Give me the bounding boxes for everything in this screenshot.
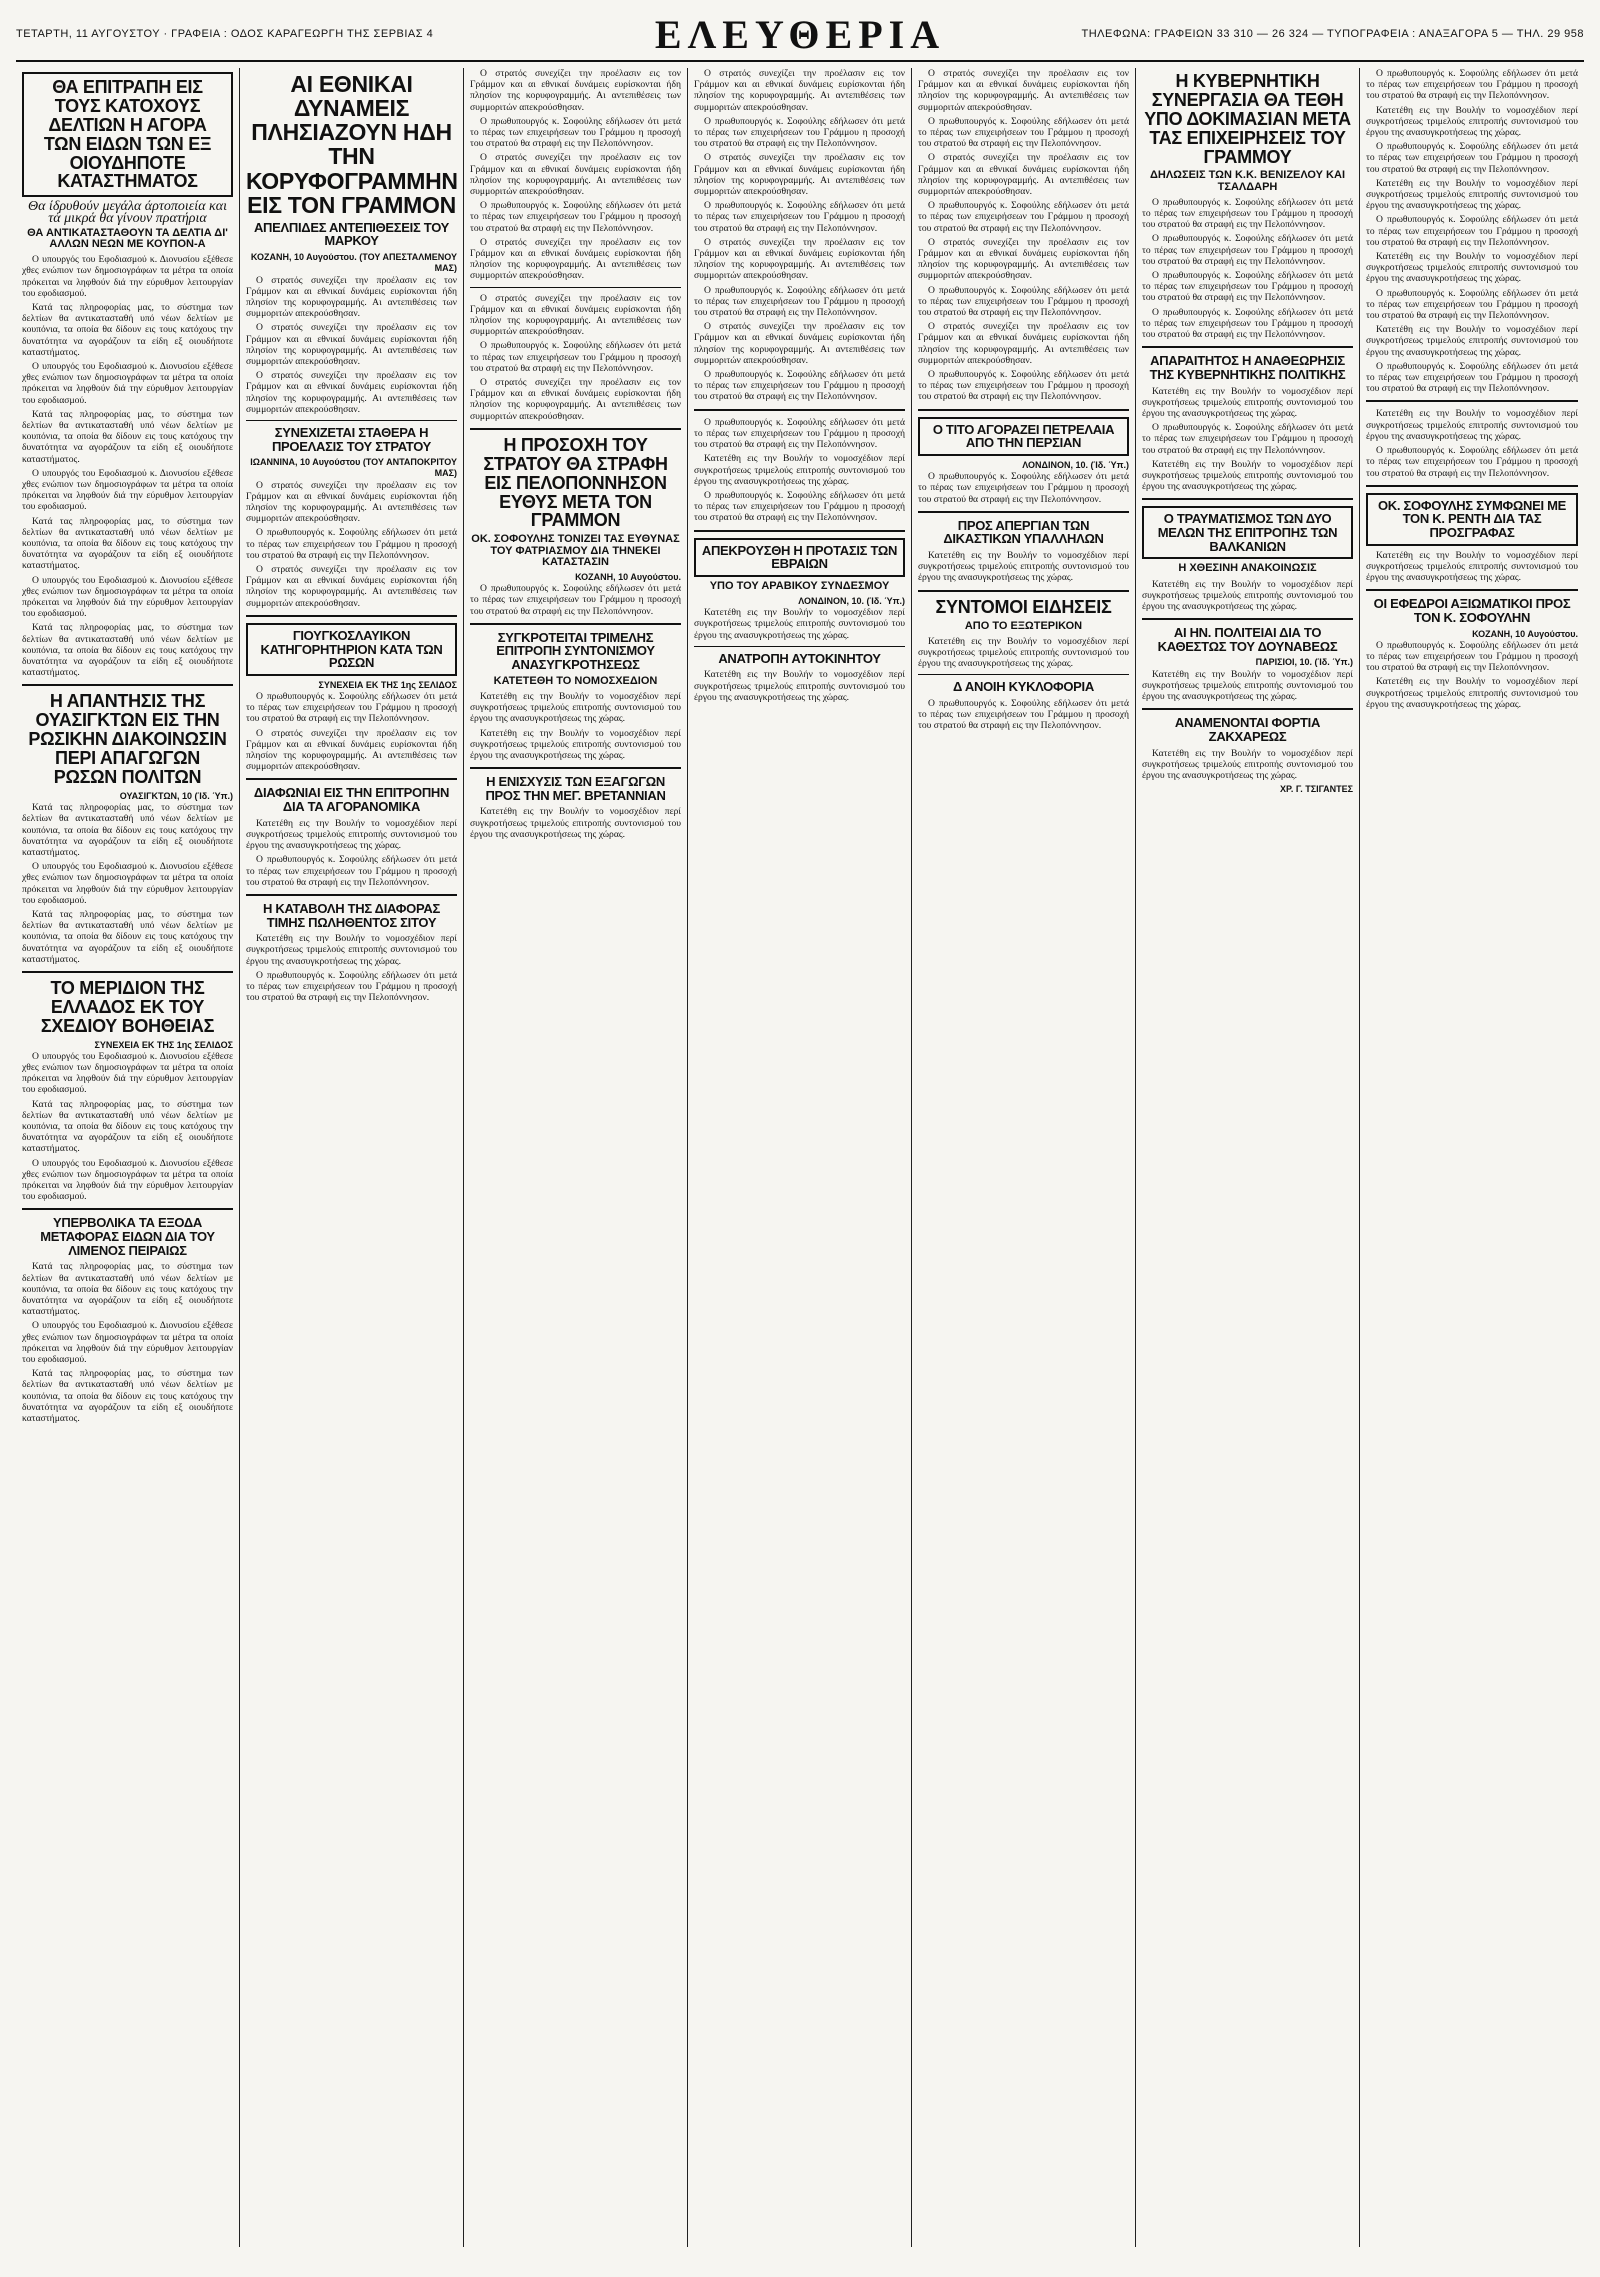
headline-bread-ration: ΘΑ ΕΠΙΤΡΑΠΗ ΕΙΣ ΤΟΥΣ ΚΑΤΟΧΟΥΣ ΔΕΛΤΙΩΝ Η ΑΓΟΡΑ ΤΩΝ ΕΙΔΩΝ ΤΩΝ ΕΞ ΟΙΟΥΔΗΠΟΤΕ ΚΑΤΑΣΤΗΜΑΤΟΣ	[22, 72, 233, 197]
article-text: Κατετέθη εις την Βουλήν το νομοσχέδιον περί συγκροτήσεως τριμελούς επιτροπής συντονισμού του έργου της ανασυγκροτήσεως της χώρας.	[1142, 578, 1353, 612]
article-text: Κατετέθη εις την Βουλήν το νομοσχέδιον περί συγκροτήσεως τριμελούς επιτροπής συντονισμού του έργου της ανασυγκροτήσεως της χώρας.	[470, 727, 681, 761]
column-6	[1136, 68, 1360, 2247]
column-7	[1360, 68, 1584, 2247]
article-text: Ο στρατός συνεχίζει την προέλασιν εις τον Γράμμον και αι εθνικαί δυνάμεις ευρίσκονται ήδη πλησίον της κορυφογραμμής. Αι αντεπιθέσεις των συμμοριτών απεκρούσθησαν.	[470, 68, 681, 113]
headline-army-advance: ΣΥΝΕΧΙΖΕΤΑΙ ΣΤΑΘΕΡΑ Η ΠΡΟΕΛΑΣΙΣ ΤΟΥ ΣΤΡΑΤΟΥ	[271, 424, 432, 454]
subhead-abroad: ΑΠΟ ΤΟ ΕΞΩΤΕΡΙΚΟΝ	[964, 619, 1083, 632]
continued-note-yugoslav: ΣΥΝΕΧΕΙΑ ΕΚ ΤΗΣ 1ης ΣΕΛΙΔΟΣ	[318, 679, 457, 690]
article-text: Ο πρωθυπουργός κ. Σοφούλης εδήλωσεν ότι μετά το πέρας των επιχειρήσεων του Γράμμου η προσοχή του στρατού θα στραφή εις την Πελοπόννησον.	[1366, 360, 1578, 395]
article-text: Ο πρωθυπουργός κ. Σοφούλης εδήλωσεν ότι μετά το πέρας των επιχειρήσεων του Γράμμου η προσοχή του στρατού θα στραφή εις την Πελοπόννησον.	[246, 969, 457, 1004]
article-text: Ο υπουργός του Εφοδιασμού κ. Διονυσίου εξέθεσε χθες ενώπιον των δημοσιογράφων τα μέτρα τα οποία πρόκειται να ληφθούν διά την εύρυθμον λειτουργίαν του εφοδιασμού.	[22, 360, 233, 406]
article-text: Ο πρωθυπουργός κ. Σοφούλης εδήλωσεν ότι μετά το πέρας των επιχειρήσεων του Γράμμου η προσοχή του στρατού θα στραφή εις την Πελοπόννησον.	[918, 369, 1129, 403]
article-text: Ο στρατός συνεχίζει την προέλασιν εις τον Γράμμον και αι εθνικαί δυνάμεις ευρίσκονται ήδη πλησίον της κορυφογραμμής. Αι αντεπιθέσεις των συμμοριτών απεκρούσθησαν.	[918, 152, 1129, 198]
article-text: Ο πρωθυπουργός κ. Σοφούλης εδήλωσεν ότι μετά το πέρας των επιχειρήσεων του Γράμμου η προσοχή του στρατού θα στραφή εις την Πελοπόννησον.	[694, 369, 905, 403]
article-text: Ο πρωθυπουργός κ. Σοφούλης εδήλωσεν ότι μετά το πέρας των επιχειρήσεων του Γράμμου η προσοχή του στρατού θα στραφή εις την Πελοπόννησον.	[1366, 445, 1578, 479]
article-text: Ο στρατός συνεχίζει την προέλασιν εις τον Γράμμον και αι εθνικαί δυνάμεις ευρίσκονται ήδη πλησίον της κορυφογραμμής. Αι αντεπιθέσεις των συμμοριτών απεκρούσθησαν.	[246, 322, 457, 367]
article-text: Κατετέθη εις την Βουλήν το νομοσχέδιον περί συγκροτήσεως τριμελούς επιτροπής συντονισμού του έργου της ανασυγκροτήσεως της χώρας.	[1142, 747, 1353, 781]
column-2	[240, 68, 464, 2247]
article-text: Ο στρατός συνεχίζει την προέλασιν εις τον Γράμμον και αι εθνικαί δυνάμεις ευρίσκονται ήδη πλησίον της κορυφογραμμής. Αι αντεπιθέσεις των συμμοριτών απεκρούσθησαν.	[470, 152, 681, 198]
article-text: Ο πρωθυπουργός κ. Σοφούλης εδήλωσεν ότι μετά το πέρας των επιχειρήσεων του Γράμμου η προσοχή του στρατού θα στραφή εις την Πελοπόννησον.	[246, 527, 457, 561]
headline-court-strike: ΠΡΟΣ ΑΠΕΡΓΙΑΝ ΤΩΝ ΔΙΚΑΣΤΙΚΩΝ ΥΠΑΛΛΗΛΩΝ	[943, 517, 1104, 547]
subhead-bill: ΚΑΤΕΤΕΘΗ ΤΟ ΝΟΜΟΣΧΕΔΙΟΝ	[493, 674, 658, 687]
dateline-kozani-2: ΚΟΖΑΝΗ, 10 Αυγούστου.	[575, 571, 681, 582]
column-5	[912, 68, 1136, 2247]
article-text: Ο υπουργός του Εφοδιασμού κ. Διονυσίου εξέθεσε χθες ενώπιον των δημοσιογράφων τα μέτρα τα οποία πρόκειται να ληφθούν διά την εύρυθμον λειτουργίαν του εφοδιασμού.	[22, 1320, 233, 1366]
article-text: Ο υπουργός του Εφοδιασμού κ. Διονυσίου εξέθεσε χθες ενώπιον των δημοσιογράφων τα μέτρα τα οποία πρόκειται να ληφθούν διά την εύρυθμον λειτουργίαν του εφοδιασμού.	[22, 467, 233, 513]
article-text: Ο στρατός συνεχίζει την προέλασιν εις τον Γράμμον και αι εθνικαί δυνάμεις ευρίσκονται ήδη πλησίον της κορυφογραμμής. Αι αντεπιθέσεις των συμμοριτών απεκρούσθησαν.	[246, 564, 457, 609]
headline-short-news: ΣΥΝΤΟΜΟΙ ΕΙΔΗΣΕΙΣ	[935, 596, 1112, 617]
article-text: Κατετέθη εις την Βουλήν το νομοσχέδιον περί συγκροτήσεως τριμελούς επιτροπής συντονισμού του έργου της ανασυγκροτήσεως της χώρας.	[694, 453, 905, 487]
headline-army-attention: Η ΠΡΟΣΟΧΗ ΤΟΥ ΣΤΡΑΤΟΥ ΘΑ ΣΤΡΑΦΗ ΕΙΣ ΠΕΛΟΠΟΝΝΗΣΟΝ ΕΥΘΥΣ ΜΕΤΑ ΤΟΝ ΓΡΑΜΜΟΝ	[483, 434, 668, 531]
article-text: Ο πρωθυπουργός κ. Σοφούλης εδήλωσεν ότι μετά το πέρας των επιχειρήσεων του Γράμμου η προσοχή του στρατού θα στραφή εις την Πελοπόννησον.	[470, 583, 681, 617]
article-text: Ο υπουργός του Εφοδιασμού κ. Διονυσίου εξέθεσε χθες ενώπιον των δημοσιογράφων τα μέτρα τα οποία πρόκειται να ληφθούν διά την εύρυθμον λειτουργίαν του εφοδιασμού.	[22, 574, 233, 620]
article-text: Κατετέθη εις την Βουλήν το νομοσχέδιον περί συγκροτήσεως τριμελούς επιτροπής συντονισμού του έργου της ανασυγκροτήσεως της χώρας.	[694, 669, 905, 703]
article-text: Κατά τας πληροφορίας μας, το σύστημα των δελτίων θα αντικατασταθή υπό νέων δελτίων με κουπόνια, τα οποία θα δίδουν εις τους κατόχους την δυνατότητα να αγοράζουν τα είδη εξ οιουδήποτε καταστήματος.	[22, 408, 233, 465]
newspaper-title: ΕΛΕΥΘΕΡΙΑ	[654, 12, 946, 57]
headline-arabs-reject: ΑΠΕΚΡΟΥΣΘΗ Η ΠΡΟΤΑΣΙΣ ΤΩΝ ΕΒΡΑΙΩΝ	[694, 538, 905, 577]
dateline-ioannina: ΙΩΑΝΝΙΝΑ, 10 Αυγούστου (ΤΟΥ ΑΝΤΑΠΟΚΡΙΤΟΥ ΜΑΣ)	[250, 457, 457, 479]
headline-policy-review: ΑΠΑΡΑΙΤΗΤΟΣ Η ΑΝΑΘΕΩΡΗΣΙΣ ΤΗΣ ΚΥΒΕΡΝΗΤΙΚΗΣ ΠΟΛΙΤΙΚΗΣ	[1149, 353, 1346, 382]
article-text: Ο πρωθυπουργός κ. Σοφούλης εδήλωσεν ότι μετά το πέρας των επιχειρήσεων του Γράμμου η προσοχή του στρατού θα στραφή εις την Πελοπόννησον.	[470, 200, 681, 234]
article-text: Κατετέθη εις την Βουλήν το νομοσχέδιον περί συγκροτήσεως τριμελούς επιτροπής συντονισμού του έργου της ανασυγκροτήσεως της χώρας.	[694, 607, 905, 641]
article-text: Κατετέθη εις την Βουλήν το νομοσχέδιον περί συγκροτήσεως τριμελούς επιτροπής συντονισμού του έργου της ανασυγκροτήσεως της χώρας.	[1366, 177, 1578, 212]
article-text: Ο στρατός συνεχίζει την προέλασιν εις τον Γράμμον και αι εθνικαί δυνάμεις ευρίσκονται ήδη πλησίον της κορυφογραμμής. Αι αντεπιθέσεις των συμμοριτών απεκρούσθησαν.	[694, 152, 905, 198]
article-text: Ο στρατός συνεχίζει την προέλασιν εις τον Γράμμον και αι εθνικαί δυνάμεις ευρίσκονται ήδη πλησίον της κορυφογραμμής. Αι αντεπιθέσεις των συμμοριτών απεκρούσθησαν.	[694, 321, 905, 366]
article-text: Ο πρωθυπουργός κ. Σοφούλης εδήλωσεν ότι μετά το πέρας των επιχειρήσεων του Γράμμου η προσοχή του στρατού θα στραφή εις την Πελοπόννησον.	[694, 284, 905, 319]
subhead-sofoulis: ΟΚ. ΣΟΦΟΥΛΗΣ ΤΟΝΙΖΕΙ ΤΑΣ ΕΥΘΥΝΑΣ ΤΟΥ ΦΑΤΡΙΑΣΜΟΥ ΔΙΑ ΤΗΝΕΚΕΙ ΚΑΤΑΣΤΑΣΙΝ	[471, 533, 680, 568]
article-text: Ο πρωθυπουργός κ. Σοφούλης εδήλωσεν ότι μετά το πέρας των επιχειρήσεων του Γράμμου η προσοχή του στρατού θα στραφή εις την Πελοπόννησον.	[1142, 233, 1353, 267]
article-text: Ο πρωθυπουργός κ. Σοφούλης εδήλωσεν ότι μετά το πέρας των επιχειρήσεων του Γράμμου η προσοχή του στρατού θα στραφή εις την Πελοπόννησον.	[1142, 196, 1353, 231]
headline-coordination-committee: ΣΥΓΚΡΟΤΕΙΤΑΙ ΤΡΙΜΕΛΗΣ ΕΠΙΤΡΟΠΗ ΣΥΝΤΟΝΙΣΜΟΥ ΑΝΑΣΥΓΚΡΟΤΗΣΕΩΣ	[496, 629, 655, 673]
headline-greece-share: ΤΟ ΜΕΡΙΔΙΟΝ ΤΗΣ ΕΛΛΑΔΟΣ ΕΚ ΤΟΥ ΣΧΕΔΙΟΥ ΒΟΗΘΕΙΑΣ	[40, 977, 215, 1036]
article-text: Ο πρωθυπουργός κ. Σοφούλης εδήλωσεν ότι μετά το πέρας των επιχειρήσεων του Γράμμου η προσοχή του στρατού θα στραφή εις την Πελοπόννησον.	[918, 698, 1129, 732]
article-text: Ο στρατός συνεχίζει την προέλασιν εις τον Γράμμον και αι εθνικαί δυνάμεις ευρίσκονται ήδη πλησίον της κορυφογραμμής. Αι αντεπιθέσεις των συμμοριτών απεκρούσθησαν.	[470, 292, 681, 338]
headline-balkan-committee: Ο ΤΡΑΥΜΑΤΙΣΜΟΣ ΤΩΝ ΔΥΟ ΜΕΛΩΝ ΤΗΣ ΕΠΙΤΡΟΠΗΣ ΤΩΝ ΒΑΛΚΑΝΙΩΝ	[1142, 506, 1353, 559]
page-columns	[16, 68, 1584, 2247]
article-text: Ο στρατός συνεχίζει την προέλασιν εις τον Γράμμον και αι εθνικαί δυνάμεις ευρίσκονται ήδη πλησίον της κορυφογραμμής. Αι αντεπιθέσεις των συμμοριτών απεκρούσθησαν.	[918, 68, 1129, 113]
headline-washington-reply: Η ΑΠΑΝΤΗΣΙΣ ΤΗΣ ΟΥΑΣΙΓΚΤΩΝ ΕΙΣ ΤΗΝ ΡΩΣΙΚΗΝ ΔΙΑΚΟΙΝΩΣΙΝ ΠΕΡΙ ΑΠΑΓΩΓΩΝ ΡΩΣΩΝ ΠΟΛΙΤΩΝ	[28, 691, 227, 788]
article-text: Κατετέθη εις την Βουλήν το νομοσχέδιον περί συγκροτήσεως τριμελούς επιτροπής συντονισμού του έργου της ανασυγκροτήσεως της χώρας.	[1142, 458, 1353, 493]
article-text: Ο στρατός συνεχίζει την προέλασιν εις τον Γράμμον και αι εθνικαί δυνάμεις ευρίσκονται ήδη πλησίον της κορυφογραμμής. Αι αντεπιθέσεις των συμμοριτών απεκρούσθησαν.	[694, 68, 905, 113]
article-text: Κατά τας πληροφορίας μας, το σύστημα των δελτίων θα αντικατασταθή υπό νέων δελτίων με κουπόνια, τα οποία θα δίδουν εις τους κατόχους την δυνατότητα να αγοράζουν τα είδη εξ οιουδήποτε καταστήματος.	[22, 515, 233, 572]
dateline-kozani-3: ΚΟΖΑΝΗ, 10 Αυγούστου.	[1472, 628, 1578, 639]
subheadline-bakeries: Θα ίδρυθούν μεγάλα άρτοποιεία και τά μικρά θα γίνουν πρατήρια	[27, 199, 228, 226]
article-text: Ο στρατός συνεχίζει την προέλασιν εις τον Γράμμον και αι εθνικαί δυνάμεις ευρίσκονται ήδη πλησίον της κορυφογραμμής. Αι αντεπιθέσεις των συμμοριτών απεκρούσθησαν.	[246, 479, 457, 525]
dateline-kozani: ΚΟΖΑΝΗ, 10 Αυγούστου. (ΤΟΥ ΑΠΕΣΤΑΛΜΕΝΟΥ ΜΑΣ)	[250, 252, 457, 274]
dateline-paris: ΠΑΡΙΣΙΟΙ, 10. (Ίδ. Ύπ.)	[1255, 657, 1353, 668]
article-text: Ο πρωθυπουργός κ. Σοφούλης εδήλωσεν ότι μετά το πέρας των επιχειρήσεων του Γράμμου η προσοχή του στρατού θα στραφή εις την Πελοπόννησον.	[246, 854, 457, 888]
article-text: Ο πρωθυπουργός κ. Σοφούλης εδήλωσεν ότι μετά το πέρας των επιχειρήσεων του Γράμμου η προσοχή του στρατού θα στραφή εις την Πελοπόννησον.	[1366, 214, 1578, 248]
masthead-date-address: ΤΕΤΑΡΤΗ, 11 ΑΥΓΟΥΣΤΟΥ · ΓΡΑΦΕΙΑ : ΟΔΟΣ ΚΑΡΑΓΕΩΡΓΗ ΤΗΣ ΣΕΡΒΙΑΣ 4	[16, 28, 434, 40]
article-text: Ο πρωθυπουργός κ. Σοφούλης εδήλωσεν ότι μετά το πέρας των επιχειρήσεων του Γράμμου η προσοχή του στρατού θα στραφή εις την Πελοπόννησον.	[694, 115, 905, 150]
headline-yugoslav-indictment: ΓΙΟΥΓΚΟΣΛΑΥΙΚΟΝ ΚΑΤΗΓΟΡΗΤΗΡΙΟΝ ΚΑΤΑ ΤΩΝ ΡΩΣΩΝ	[246, 623, 457, 676]
headline-national-forces: ΑΙ ΕΘΝΙΚΑΙ ΔΥΝΑΜΕΙΣ ΠΛΗΣΙΑΖΟΥΝ ΗΔΗ ΤΗΝ ΚΟΡΥΦΟΓΡΑΜΜΗΝ ΕΙΣ ΤΟΝ ΓΡΑΜΜΟΝ	[246, 71, 458, 218]
article-text: Ο στρατός συνεχίζει την προέλασιν εις τον Γράμμον και αι εθνικαί δυνάμεις ευρίσκονται ήδη πλησίον της κορυφογραμμής. Αι αντεπιθέσεις των συμμοριτών απεκρούσθησαν.	[470, 236, 681, 282]
article-text: Ο στρατός συνεχίζει την προέλασιν εις τον Γράμμον και αι εθνικαί δυνάμεις ευρίσκονται ήδη πλησίον της κορυφογραμμής. Αι αντεπιθέσεις των συμμοριτών απεκρούσθησαν.	[246, 274, 457, 320]
headline-sofoulis-rendis: ΟΚ. ΣΟΦΟΥΛΗΣ ΣΥΜΦΩΝΕΙ ΜΕ ΤΟΝ Κ. ΡΕΝΤΗ ΔΙΑ ΤΑΣ ΠΡΟΣΓΡΑΦΑΣ	[1366, 493, 1578, 546]
article-text: Κατά τας πληροφορίας μας, το σύστημα των δελτίων θα αντικατασταθή υπό νέων δελτίων με κουπόνια, τα οποία θα δίδουν εις τους κατόχους την δυνατότητα να αγοράζουν τα είδη εξ οιουδήποτε καταστήματος.	[22, 1368, 233, 1425]
dateline-london: ΛΟΝΔΙΝΟΝ, 10. (Ίδ. Ύπ.)	[798, 596, 905, 606]
article-text: Κατά τας πληροφορίας μας, το σύστημα των δελτίων θα αντικατασταθή υπό νέων δελτίων με κουπόνια, τα οποία θα δίδουν εις τους κατόχους την δυνατότητα να αγοράζουν τα είδη εξ οιουδήποτε καταστήματος.	[22, 802, 233, 858]
article-text: Ο πρωθυπουργός κ. Σοφούλης εδήλωσεν ότι μετά το πέρας των επιχειρήσεων του Γράμμου η προσοχή του στρατού θα στραφή εις την Πελοπόννησον.	[918, 284, 1129, 319]
article-text: Ο πρωθυπουργός κ. Σοφούλης εδήλωσεν ότι μετά το πέρας των επιχειρήσεων του Γράμμου η προσοχή του στρατού θα στραφή εις την Πελοπόννησον.	[1142, 306, 1353, 341]
article-text: Ο πρωθυπουργός κ. Σοφούλης εδήλωσεν ότι μετά το πέρας των επιχειρήσεων του Γράμμου η προσοχή του στρατού θα στραφή εις την Πελοπόννησον.	[1142, 270, 1353, 304]
article-text: Ο πρωθυπουργός κ. Σοφούλης εδήλωσεν ότι μετά το πέρας των επιχειρήσεων του Γράμμου η προσοχή του στρατού θα στραφή εις την Πελοπόννησον.	[918, 115, 1129, 150]
article-text: Ο πρωθυπουργός κ. Σοφούλης εδήλωσεν ότι μετά το πέρας των επιχειρήσεων του Γράμμου η προσοχή του στρατού θα στραφή εις την Πελοπόννησον.	[1366, 141, 1578, 175]
article-text: Ο υπουργός του Εφοδιασμού κ. Διονυσίου εξέθεσε χθες ενώπιον των δημοσιογράφων τα μέτρα τα οποία πρόκειται να ληφθούν διά την εύρυθμον λειτουργίαν του εφοδιασμού.	[22, 1157, 233, 1203]
article-text: Κατετέθη εις την Βουλήν το νομοσχέδιον περί συγκροτήσεως τριμελούς επιτροπής συντονισμού του έργου της ανασυγκροτήσεως της χώρας.	[1142, 668, 1353, 703]
byline-tsigantes: ΧΡ. Γ. ΤΣΙΓΑΝΤΕΣ	[1279, 784, 1353, 795]
subhead-announcement: Η ΧΘΕΣΙΝΗ ΑΝΑΚΟΙΝΩΣΙΣ	[1178, 562, 1317, 575]
article-text: Ο στρατός συνεχίζει την προέλασιν εις τον Γράμμον και αι εθνικαί δυνάμεις ευρίσκονται ήδη πλησίον της κορυφογραμμής. Αι αντεπιθέσεις των συμμοριτών απεκρούσθησαν.	[918, 321, 1129, 366]
headline-disagreements: ΔΙΑΦΩΝΙΑΙ ΕΙΣ ΤΗΝ ΕΠΙΤΡΟΠΗΝ ΔΙΑ ΤΑ ΑΓΟΡΑΝΟΜΙΚΑ	[253, 785, 450, 815]
subhead-arab-league: ΥΠΟ ΤΟΥ ΑΡΑΒΙΚΟΥ ΣΥΝΔΕΣΜΟΥ	[709, 579, 890, 592]
headline-traffic: Δ ΑΝΟΙΗ ΚΥΚΛΟΦΟΡΙΑ	[953, 679, 1094, 695]
article-text: Κατετέθη εις την Βουλήν το νομοσχέδιον περί συγκροτήσεως τριμελούς επιτροπής συντονισμού του έργου της ανασυγκροτήσεως της χώρας.	[1366, 408, 1578, 442]
column-4	[688, 68, 912, 2247]
headline-wheat-price: Η ΚΑΤΑΒΟΛΗ ΤΗΣ ΔΙΑΦΟΡΑΣ ΤΙΜΗΣ ΠΩΛΗΘΕΝΤΟΣ ΣΙΤΟΥ	[263, 900, 440, 930]
article-text: Ο πρωθυπουργός κ. Σοφούλης εδήλωσεν ότι μετά το πέρας των επιχειρήσεων του Γράμμου η προσοχή του στρατού θα στραφή εις την Πελοπόννησον.	[470, 115, 681, 150]
article-text: Ο πρωθυπουργός κ. Σοφούλης εδήλωσεν ότι μετά το πέρας των επιχειρήσεων του Γράμμου η προσοχή του στρατού θα στραφή εις την Πελοπόννησον.	[1366, 287, 1578, 322]
article-text: Ο υπουργός του Εφοδιασμού κ. Διονυσίου εξέθεσε χθες ενώπιον των δημοσιογράφων τα μέτρα τα οποία πρόκειται να ληφθούν διά την εύρυθμον λειτουργίαν του εφοδιασμού.	[22, 861, 233, 906]
article-text: Κατετέθη εις την Βουλήν το νομοσχέδιον περί συγκροτήσεως τριμελούς επιτροπής συντονισμού του έργου της ανασυγκροτήσεως της χώρας.	[918, 550, 1129, 584]
article-text: Ο στρατός συνεχίζει την προέλασιν εις τον Γράμμον και αι εθνικαί δυνάμεις ευρίσκονται ήδη πλησίον της κορυφογραμμής. Αι αντεπιθέσεις των συμμοριτών απεκρούσθησαν.	[694, 236, 905, 282]
headline-danube: ΑΙ ΗΝ. ΠΟΛΙΤΕΙΑΙ ΔΙΑ ΤΟ ΚΑΘΕΣΤΩΣ ΤΟΥ ΔΟΥΝΑΒΕΩΣ	[1157, 625, 1338, 654]
dateline-washington: ΟΥΑΣΙΓΚΤΩΝ, 10 (Ίδ. Ύπ.)	[119, 790, 233, 801]
article-text: Κατετέθη εις την Βουλήν το νομοσχέδιον περί συγκροτήσεως τριμελούς επιτροπής συντονισμού του έργου της ανασυγκροτήσεως της χώρας.	[1366, 549, 1578, 584]
article-text: Ο πρωθυπουργός κ. Σοφούλης εδήλωσεν ότι μετά το πέρας των επιχειρήσεων του Γράμμου η προσοχή του στρατού θα στραφή εις την Πελοπόννησον.	[918, 200, 1129, 234]
article-text: Ο πρωθυπουργός κ. Σοφούλης εδήλωσεν ότι μετά το πέρας των επιχειρήσεων του Γράμμου η προσοχή του στρατού θα στραφή εις την Πελοπόννησον.	[1142, 422, 1353, 456]
article-text: Κατετέθη εις την Βουλήν το νομοσχέδιον περί συγκροτήσεως τριμελούς επιτροπής συντονισμού του έργου της ανασυγκροτήσεως της χώρας.	[1366, 676, 1578, 710]
article-text: Ο πρωθυπουργός κ. Σοφούλης εδήλωσεν ότι μετά το πέρας των επιχειρήσεων του Γράμμου η προσοχή του στρατού θα στραφή εις την Πελοπόννησον.	[694, 200, 905, 234]
article-text: Ο πρωθυπουργός κ. Σοφούλης εδήλωσεν ότι μετά το πέρας των επιχειρήσεων του Γράμμου η προσοχή του στρατού θα στραφή εις την Πελοπόννησον.	[470, 340, 681, 374]
article-text: Κατά τας πληροφορίας μας, το σύστημα των δελτίων θα αντικατασταθή υπό νέων δελτίων με κουπόνια, τα οποία θα δίδουν εις τους κατόχους την δυνατότητα να αγοράζουν τα είδη εξ οιουδήποτε καταστήματος.	[22, 908, 233, 965]
subhead-statements: ΔΗΛΩΣΕΙΣ ΤΩΝ Κ.Κ. ΒΕΝΙΖΕΛΟΥ ΚΑΙ ΤΣΑΛΔΑΡΗ	[1149, 169, 1346, 193]
article-text: Ο πρωθυπουργός κ. Σοφούλης εδήλωσεν ότι μετά το πέρας των επιχειρήσεων του Γράμμου η προσοχή του στρατού θα στραφή εις την Πελοπόννησον.	[694, 416, 905, 451]
article-text: Ο πρωθυπουργός κ. Σοφούλης εδήλωσεν ότι μετά το πέρας των επιχειρήσεων του Γράμμου η προσοχή του στρατού θα στραφή εις την Πελοπόννησον.	[1366, 68, 1578, 102]
article-text: Ο πρωθυπουργός κ. Σοφούλης εδήλωσεν ότι μετά το πέρας των επιχειρήσεων του Γράμμου η προσοχή του στρατού θα στραφή εις την Πελοπόννησον.	[918, 471, 1129, 505]
subhead-coupons: ΘΑ ΑΝΤΙΚΑΤΑΣΤΑΘΟΥΝ ΤΑ ΔΕΛΤΙΑ ΔΙ' ΑΛΛΩΝ ΝΕΩΝ ΜΕ ΚΟΥΠΟΝ-Α	[27, 226, 228, 250]
article-text: Ο πρωθυπουργός κ. Σοφούλης εδήλωσεν ότι μετά το πέρας των επιχειρήσεων του Γράμμου η προσοχή του στρατού θα στραφή εις την Πελοπόννησον.	[694, 489, 905, 524]
article-text: Ο στρατός συνεχίζει την προέλασιν εις τον Γράμμον και αι εθνικαί δυνάμεις ευρίσκονται ήδη πλησίον της κορυφογραμμής. Αι αντεπιθέσεις των συμμοριτών απεκρούσθησαν.	[918, 236, 1129, 282]
dateline-london-2: ΛΟΝΔΙΝΟΝ, 10. (Ίδ. Ύπ.)	[1022, 459, 1129, 470]
masthead-phones: ΤΗΛΕΦΩΝΑ: ΓΡΑΦΕΙΩΝ 33 310 — 26 324 — ΤΥΠΟΓΡΑΦΕΙΑ : ΑΝΑΞΑΓΟΡΑ 5 — ΤΗΛ. 29 958	[1081, 28, 1584, 40]
article-text: Κατά τας πληροφορίας μας, το σύστημα των δελτίων θα αντικατασταθή υπό νέων δελτίων με κουπόνια, τα οποία θα δίδουν εις τους κατόχους την δυνατότητα να αγοράζουν τα είδη εξ οιουδήποτε καταστήματος.	[22, 1098, 233, 1155]
column-1	[16, 68, 240, 2247]
article-text: Κατετέθη εις την Βουλήν το νομοσχέδιον περί συγκροτήσεως τριμελούς επιτροπής συντονισμού του έργου της ανασυγκροτήσεως της χώρας.	[470, 690, 681, 725]
headline-piraeus-costs: ΥΠΕΡΒΟΛΙΚΑ ΤΑ ΕΞΟΔΑ ΜΕΤΑΦΟΡΑΣ ΕΙΔΩΝ ΔΙΑ ΤΟΥ ΛΙΜΕΝΟΣ ΠΕΙΡΑΙΩΣ	[40, 1215, 215, 1258]
article-text: Κατετέθη εις την Βουλήν το νομοσχέδιον περί συγκροτήσεως τριμελούς επιτροπής συντονισμού του έργου της ανασυγκροτήσεως της χώρας.	[1366, 324, 1578, 358]
article-text: Κατετέθη εις την Βουλήν το νομοσχέδιον περί συγκροτήσεως τριμελούς επιτροπής συντονισμού του έργου της ανασυγκροτήσεως της χώρας.	[1366, 104, 1578, 139]
article-text: Κατά τας πληροφορίας μας, το σύστημα των δελτίων θα αντικατασταθή υπό νέων δελτίων με κουπόνια, τα οποία θα δίδουν εις τους κατόχους την δυνατότητα να αγοράζουν τα είδη εξ οιουδήποτε καταστήματος.	[22, 622, 233, 679]
article-text: Κατετέθη εις την Βουλήν το νομοσχέδιον περί συγκροτήσεως τριμελούς επιτροπής συντονισμού του έργου της ανασυγκροτήσεως της χώρας.	[1366, 251, 1578, 285]
article-text: Ο στρατός συνεχίζει την προέλασιν εις τον Γράμμον και αι εθνικαί δυνάμεις ευρίσκονται ήδη πλησίον της κορυφογραμμής. Αι αντεπιθέσεις των συμμοριτών απεκρούσθησαν.	[246, 370, 457, 415]
article-text: Ο υπουργός του Εφοδιασμού κ. Διονυσίου εξέθεσε χθες ενώπιον των δημοσιογράφων τα μέτρα τα οποία πρόκειται να ληφθούν διά την εύρυθμον λειτουργίαν του εφοδιασμού.	[22, 1050, 233, 1096]
column-3	[464, 68, 688, 2247]
article-text: Κατετέθη εις την Βουλήν το νομοσχέδιον περί συγκροτήσεως τριμελούς επιτροπής συντονισμού του έργου της ανασυγκροτήσεως της χώρας.	[918, 635, 1129, 670]
subheadline-markos: ΑΠΕΛΠΙΔΕΣ ΑΝΤΕΠΙΘΕΣΕΙΣ ΤΟΥ ΜΑΡΚΟΥ	[253, 219, 450, 249]
article-text: Ο πρωθυπουργός κ. Σοφούλης εδήλωσεν ότι μετά το πέρας των επιχειρήσεων του Γράμμου η προσοχή του στρατού θα στραφή εις την Πελοπόννησον.	[1366, 639, 1578, 674]
headline-exports-britain: Η ΕΝΙΣΧΥΣΙΣ ΤΩΝ ΕΞΑΓΩΓΩΝ ΠΡΟΣ ΤΗΝ ΜΕΓ. ΒΡΕΤΑΝΝΙΑΝ	[485, 774, 666, 803]
article-text: Κατά τας πληροφορίας μας, το σύστημα των δελτίων θα αντικατασταθή υπό νέων δελτίων με κουπόνια, τα οποία θα δίδουν εις τους κατόχους την δυνατότητα να αγοράζουν τα είδη εξ οιουδήποτε καταστήματος.	[22, 301, 233, 358]
article-text: Ο στρατός συνεχίζει την προέλασιν εις τον Γράμμον και αι εθνικαί δυνάμεις ευρίσκονται ήδη πλησίον της κορυφογραμμής. Αι αντεπιθέσεις των συμμοριτών απεκρούσθησαν.	[470, 377, 681, 422]
headline-sugar: ΑΝΑΜΕΝΟΝΤΑΙ ΦΟΡΤΙΑ ΖΑΚΧΑΡΕΩΣ	[1174, 715, 1321, 744]
article-text: Κατετέθη εις την Βουλήν το νομοσχέδιον περί συγκροτήσεως τριμελούς επιτροπής συντονισμού του έργου της ανασυγκροτήσεως της χώρας.	[1142, 385, 1353, 419]
masthead	[16, 12, 1584, 62]
headline-tito-oil: Ο ΤΙΤΟ ΑΓΟΡΑΖΕΙ ΠΕΤΡΕΛΑΙΑ ΑΠΟ ΤΗΝ ΠΕΡΣΙΑΝ	[918, 417, 1129, 456]
article-text: Κατετέθη εις την Βουλήν το νομοσχέδιον περί συγκροτήσεως τριμελούς επιτροπής συντονισμού του έργου της ανασυγκροτήσεως της χώρας.	[246, 933, 457, 967]
article-text: Κατά τας πληροφορίας μας, το σύστημα των δελτίων θα αντικατασταθή υπό νέων δελτίων με κουπόνια, τα οποία θα δίδουν εις τους κατόχους την δυνατότητα να αγοράζουν τα είδη εξ οιουδήποτε καταστήματος.	[22, 1261, 233, 1318]
headline-reserve-officers: ΟΙ ΕΦΕΔΡΟΙ ΑΞΙΩΜΑΤΙΚΟΙ ΠΡΟΣ ΤΟΝ Κ. ΣΟΦΟΥΛΗΝ	[1373, 596, 1571, 625]
article-text: Ο υπουργός του Εφοδιασμού κ. Διονυσίου εξέθεσε χθες ενώπιον των δημοσιογράφων τα μέτρα τα οποία πρόκειται να ληφθούν διά την εύρυθμον λειτουργίαν του εφοδιασμού.	[22, 254, 233, 299]
continued-note: ΣΥΝΕΧΕΙΑ ΕΚ ΤΗΣ 1ης ΣΕΛΙΔΟΣ	[94, 1039, 233, 1050]
headline-government-cooperation: Η ΚΥΒΕΡΝΗΤΙΚΗ ΣΥΝΕΡΓΑΣΙΑ ΘΑ ΤΕΘΗ ΥΠΟ ΔΟΚΙΜΑΣΙΑΝ ΜΕΤΑ ΤΑΣ ΕΠΙΧΕΙΡΗΣΕΙΣ ΤΟΥ ΓΡΑΜΜΟΥ	[1144, 71, 1351, 167]
article-text: Ο πρωθυπουργός κ. Σοφούλης εδήλωσεν ότι μετά το πέρας των επιχειρήσεων του Γράμμου η προσοχή του στρατού θα στραφή εις την Πελοπόννησον.	[246, 691, 457, 725]
article-text: Κατετέθη εις την Βουλήν το νομοσχέδιον περί συγκροτήσεως τριμελούς επιτροπής συντονισμού του έργου της ανασυγκροτήσεως της χώρας.	[246, 817, 457, 852]
headline-car-accident: ΑΝΑΤΡΟΠΗ ΑΥΤΟΚΙΝΗΤΟΥ	[718, 650, 881, 666]
article-text: Κατετέθη εις την Βουλήν το νομοσχέδιον περί συγκροτήσεως τριμελούς επιτροπής συντονισμού του έργου της ανασυγκροτήσεως της χώρας.	[470, 806, 681, 840]
article-text: Ο στρατός συνεχίζει την προέλασιν εις τον Γράμμον και αι εθνικαί δυνάμεις ευρίσκονται ήδη πλησίον της κορυφογραμμής. Αι αντεπιθέσεις των συμμοριτών απεκρούσθησαν.	[246, 727, 457, 773]
